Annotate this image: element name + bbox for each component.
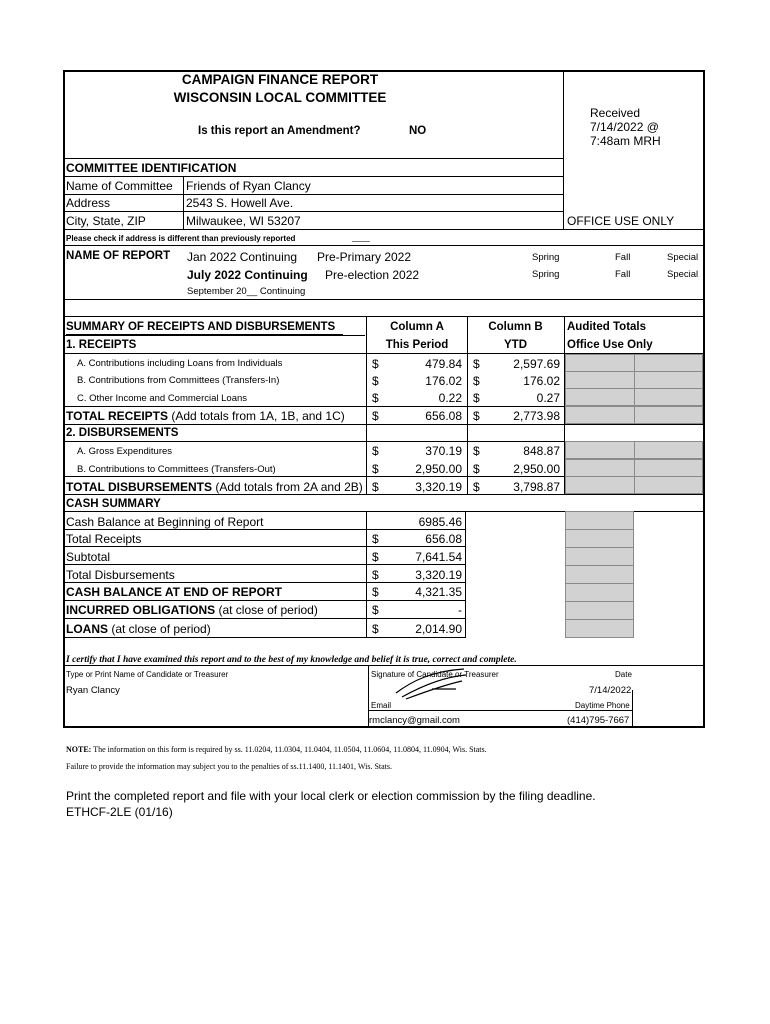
- dollar-sign: $: [473, 444, 480, 458]
- receipt-row-label: A. Contributions including Loans from Individuals: [77, 358, 283, 369]
- option-jan-continuing[interactable]: Jan 2022 Continuing: [187, 250, 298, 264]
- total-receipts-label-rest: (Add totals from 1A, 1B, and 1C): [168, 409, 345, 423]
- column-a-header: Column A: [390, 321, 444, 333]
- city-label: City, State, ZIP: [66, 214, 146, 228]
- email-field[interactable]: rmclancy@gmail.com: [369, 715, 460, 726]
- print-name-field[interactable]: Ryan Clancy: [66, 685, 120, 696]
- received-line3: 7:48am MRH: [590, 134, 661, 148]
- loans-label: [66, 622, 211, 636]
- total-disb-label-bold: TOTAL DISBURSEMENTS: [66, 480, 213, 494]
- dollar-sign: $: [372, 568, 379, 582]
- dollar-sign: $: [372, 357, 379, 371]
- receipt-a-value[interactable]: 479.84: [425, 357, 462, 371]
- loans-label-bold: LOANS: [66, 622, 108, 636]
- total-receipts-label: [66, 409, 345, 423]
- dollar-sign: $: [372, 622, 379, 636]
- receipt-b-value[interactable]: 176.02: [523, 374, 560, 388]
- column-b-subheader: YTD: [504, 339, 527, 351]
- receipt-row-label: B. Contributions from Committees (Transfers-In): [77, 375, 280, 386]
- incurred-label-bold: INCURRED OBLIGATIONS: [66, 603, 216, 617]
- date-field[interactable]: 7/14/2022: [589, 685, 632, 696]
- dollar-sign: $: [473, 462, 480, 476]
- dollar-sign: $: [372, 462, 379, 476]
- phone-field[interactable]: (414)795-7667: [567, 715, 630, 726]
- form-title-line2: WISCONSIN LOCAL COMMITTEE: [173, 90, 387, 105]
- total-disb-a-value[interactable]: 3,320.19: [415, 480, 462, 494]
- signature-label: Signature of Candidate or Treasurer: [371, 670, 499, 679]
- received-line2: 7/14/2022 @: [590, 120, 659, 134]
- amendment-answer[interactable]: NO: [409, 125, 427, 137]
- disbursement-b-value[interactable]: 2,950.00: [513, 462, 560, 476]
- option-fall-1[interactable]: Fall: [615, 252, 631, 263]
- received-line1: Received: [590, 106, 641, 120]
- cash-total-receipts-value[interactable]: 656.08: [425, 532, 462, 546]
- committee-section-title: COMMITTEE IDENTIFICATION: [66, 161, 237, 175]
- option-spring-1[interactable]: Spring: [532, 252, 560, 263]
- total-receipts-label-bold: TOTAL RECEIPTS: [66, 409, 169, 423]
- loans-label-rest: (at close of period): [108, 622, 211, 636]
- option-fall-2[interactable]: Fall: [615, 269, 631, 280]
- dollar-sign: $: [372, 550, 379, 564]
- option-spring-2[interactable]: Spring: [532, 269, 560, 280]
- cash-total-disbursements-label: Total Disbursements: [66, 568, 175, 582]
- incurred-obligations-label: [66, 603, 318, 617]
- dollar-sign: $: [372, 532, 379, 546]
- footer-note-line2: Failure to provide the information may subject you to the penalties of ss.11.1400, 11.1401, Wis. Stats.: [66, 762, 393, 771]
- audited-totals-header: Audited Totals: [567, 321, 647, 333]
- form-title-line1: CAMPAIGN FINANCE REPORT: [181, 72, 379, 87]
- cash-summary-title: CASH SUMMARY: [66, 498, 161, 510]
- receipt-a-value[interactable]: 176.02: [425, 374, 462, 388]
- option-special-1[interactable]: Special: [667, 252, 699, 263]
- dollar-sign: $: [473, 374, 480, 388]
- option-preprimary[interactable]: Pre-Primary 2022: [317, 250, 412, 264]
- dollar-sign: $: [473, 480, 480, 494]
- total-receipts-b-value[interactable]: 2,773.98: [513, 409, 560, 423]
- dollar-sign: $: [473, 391, 480, 405]
- dollar-sign: $: [372, 409, 379, 423]
- city-field[interactable]: Milwaukee, WI 53207: [186, 214, 301, 228]
- email-label: Email: [371, 701, 392, 710]
- dollar-sign: $: [372, 480, 379, 494]
- print-instruction: Print the completed report and file with your local clerk or election commission by the filing deadline.: [66, 789, 596, 803]
- total-receipts-a-value[interactable]: 656.08: [425, 409, 462, 423]
- signature-scribble[interactable]: [392, 663, 472, 703]
- summary-title: SUMMARY OF RECEIPTS AND DISBURSEMENTS: [66, 321, 336, 333]
- receipt-row-label: C. Other Income and Commercial Loans: [77, 393, 248, 404]
- office-use-only-header: Office Use Only: [567, 339, 653, 351]
- beginning-balance-label: Cash Balance at Beginning of Report: [66, 515, 264, 529]
- disbursements-section-title: 2. DISBURSEMENTS: [66, 427, 179, 439]
- beginning-balance-value[interactable]: 6985.46: [418, 515, 462, 529]
- receipt-b-value[interactable]: 2,597.69: [513, 357, 560, 371]
- ending-balance-value[interactable]: 4,321.35: [415, 585, 462, 599]
- receipt-b-value[interactable]: 0.27: [536, 391, 560, 405]
- column-a-subheader: This Period: [385, 339, 449, 351]
- note-label: NOTE:: [66, 745, 92, 754]
- total-disbursements-label: [66, 480, 363, 494]
- dollar-sign: $: [372, 374, 379, 388]
- form-id: ETHCF-2LE (01/16): [66, 805, 173, 819]
- loans-value[interactable]: 2,014.90: [415, 622, 462, 636]
- dollar-sign: $: [372, 585, 379, 599]
- office-use-label: OFFICE USE ONLY: [567, 214, 675, 228]
- subtotal-value[interactable]: 7,641.54: [415, 550, 462, 564]
- disbursement-row-label: B. Contributions to Committees (Transfers-Out): [77, 464, 276, 475]
- receipts-section-title: 1. RECEIPTS: [66, 339, 137, 351]
- date-label: Date: [615, 670, 632, 679]
- ending-balance-label: CASH BALANCE AT END OF REPORT: [66, 585, 282, 599]
- option-july-continuing[interactable]: July 2022 Continuing: [187, 268, 308, 282]
- dollar-sign: $: [473, 409, 480, 423]
- total-disb-label-rest: (Add totals from 2A and 2B): [212, 480, 363, 494]
- cash-total-receipts-label: Total Receipts: [66, 532, 142, 546]
- dollar-sign: $: [473, 357, 480, 371]
- cash-total-disbursements-value[interactable]: 3,320.19: [415, 568, 462, 582]
- committee-name-label: Name of Committee: [66, 179, 173, 193]
- column-b-header: Column B: [488, 321, 543, 333]
- incurred-obligations-value[interactable]: -: [458, 603, 462, 617]
- option-september-continuing[interactable]: September 20__ Continuing: [187, 286, 306, 297]
- address-label: Address: [66, 196, 111, 210]
- disbursement-b-value[interactable]: 848.87: [523, 444, 560, 458]
- address-field[interactable]: 2543 S. Howell Ave.: [186, 196, 294, 210]
- committee-name-field[interactable]: Friends of Ryan Clancy: [186, 179, 311, 193]
- option-special-2[interactable]: Special: [667, 269, 699, 280]
- amendment-question: Is this report an Amendment?: [198, 125, 361, 137]
- footer-note: [66, 745, 487, 754]
- receipt-a-value[interactable]: 0.22: [438, 391, 462, 405]
- total-disb-b-value[interactable]: 3,798.87: [513, 480, 560, 494]
- dollar-sign: $: [372, 391, 379, 405]
- dollar-sign: $: [372, 444, 379, 458]
- disbursement-a-value[interactable]: 2,950.00: [415, 462, 462, 476]
- option-preelection[interactable]: Pre-election 2022: [325, 268, 420, 282]
- note-text: The information on this form is required by ss. 11.0204, 11.0304, 11.0404, 11.0504, 11.0604, 11.0804, 11.0904, Wis. Stats.: [91, 745, 487, 754]
- phone-label: Daytime Phone: [575, 701, 630, 710]
- address-check-field[interactable]: ____: [352, 233, 370, 242]
- summary-title-underline: [66, 334, 343, 335]
- subtotal-label: Subtotal: [66, 550, 111, 564]
- disbursement-row-label: A. Gross Expenditures: [77, 446, 173, 457]
- disbursement-a-value[interactable]: 370.19: [425, 444, 462, 458]
- print-name-label: Type or Print Name of Candidate or Treasurer: [66, 670, 229, 679]
- certification-statement: I certify that I have examined this report and to the best of my knowledge and belief it is true, correct and complete.: [66, 655, 517, 665]
- incurred-label-rest: (at close of period): [215, 603, 318, 617]
- dollar-sign: $: [372, 603, 379, 617]
- address-check-label: Please check if address is different than previously reported: [66, 234, 296, 243]
- report-name-label: NAME OF REPORT: [66, 250, 171, 262]
